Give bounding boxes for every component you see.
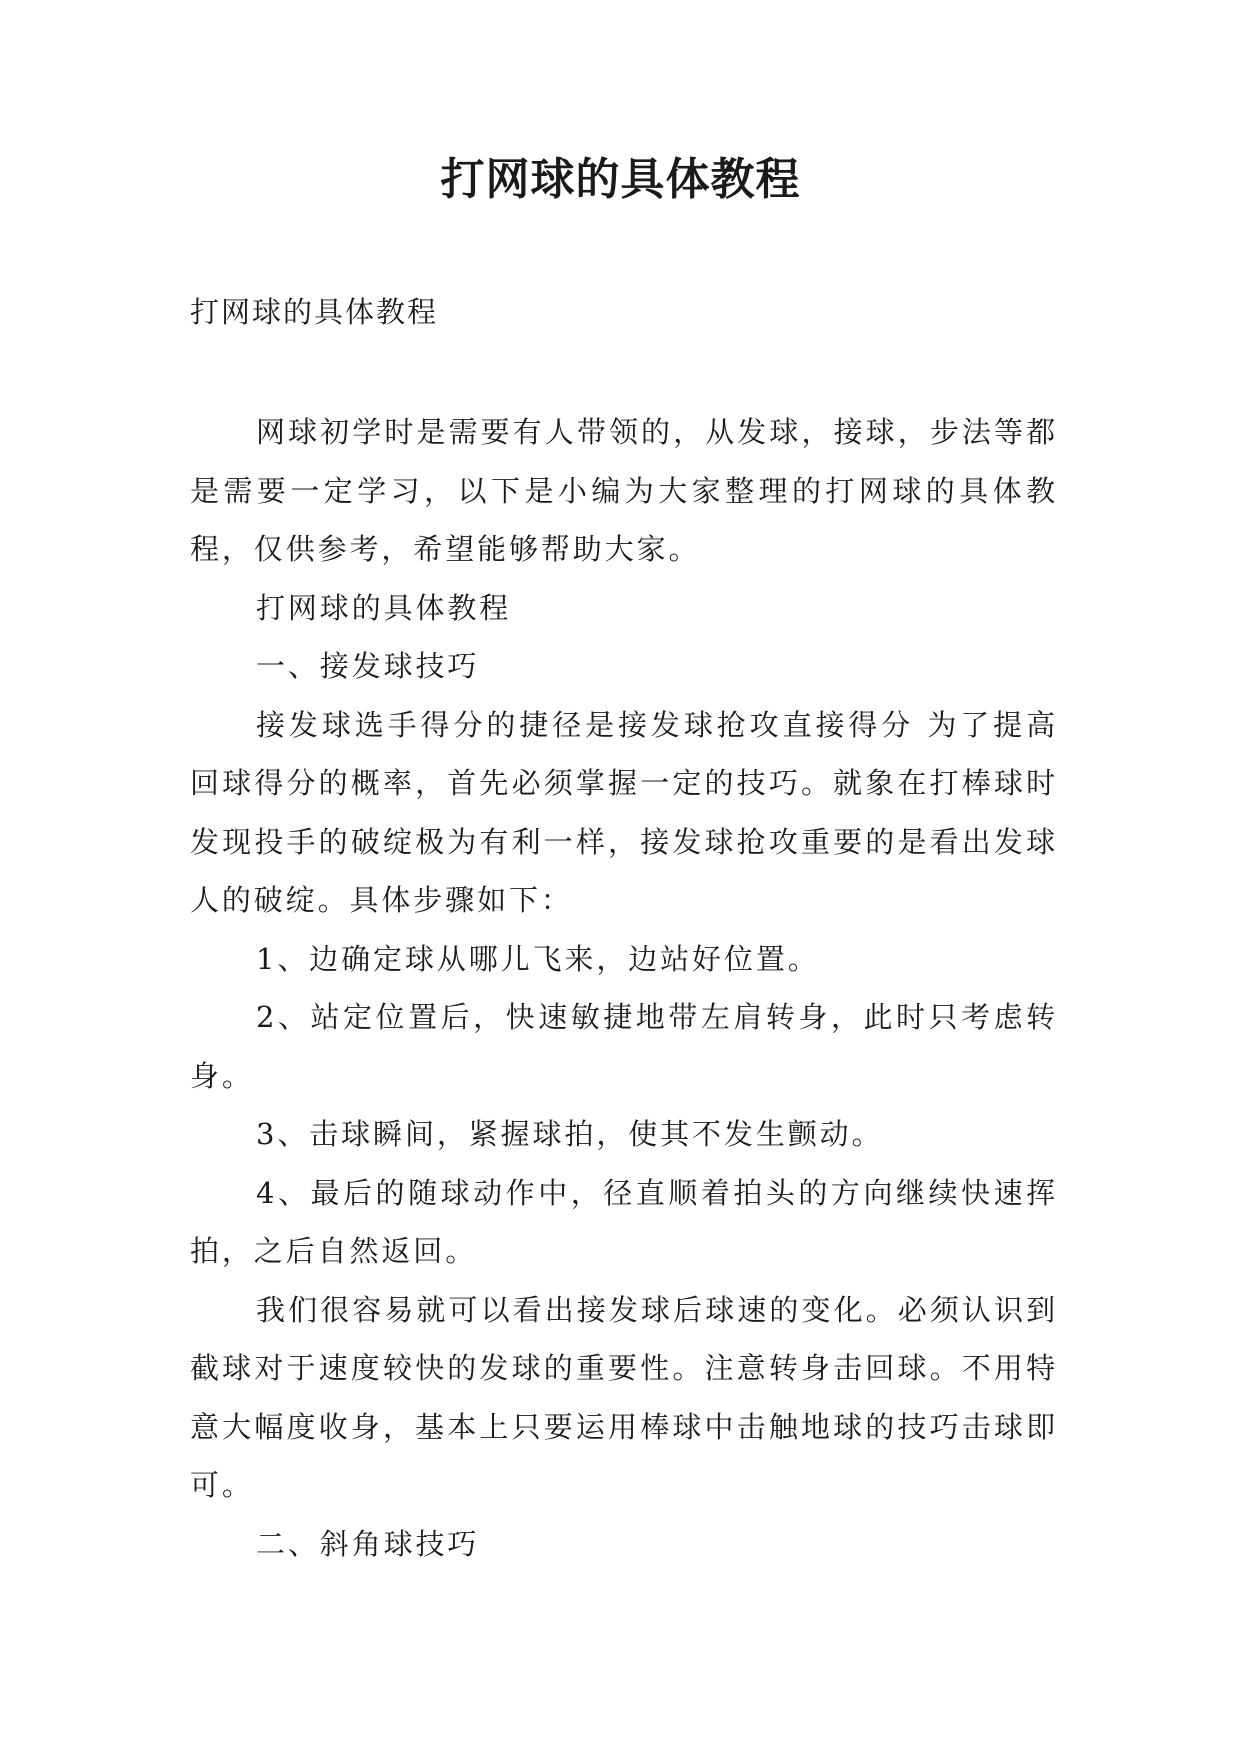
paragraph-intro: 网球初学时是需要有人带领的，从发球，接球，步法等都是需要一定学习，以下是小编为大家整理的打网球的具体教程，仅供参考，希望能够帮助大家。: [190, 415, 1058, 566]
step-item-1: 1、边确定球从哪儿飞来，边站好位置。: [256, 941, 820, 976]
paragraph: 接发球选手得分的捷径是接发球抢攻直接得分 为了提高回球得分的概率，首先必须掌握一定的技巧。就象在打棒球时发现投手的破绽极为有利一样，接发球抢攻重要的是看出发球人的破绽。具体步骤如下：: [190, 707, 1058, 917]
section-heading-1: 一、接发球技巧: [256, 649, 480, 683]
step-item-2: 2、站定位置后，快速敏捷地带左肩转身，此时只考虑转身。: [190, 1000, 1058, 1093]
step-item-3: 3、击球瞬间，紧握球拍，使其不发生颤动。: [256, 1117, 884, 1151]
document-title: 打网球的具体教程: [440, 154, 801, 205]
step-item-4: 4、最后的随球动作中，径直顺着拍头的方向继续快速挥拍，之后自然返回。: [190, 1175, 1058, 1268]
paragraph-heading: 打网球的具体教程: [256, 590, 512, 625]
document-body: [190, 403, 1058, 1573]
paragraph: 我们很容易就可以看出接发球后球速的变化。必须认识到截球对于速度较快的发球的重要性。注意转身击回球。不用特意大幅度收身，基本上只要运用棒球中击触地球的技巧击球即可。: [190, 1292, 1058, 1502]
section-heading-2: 二、斜角球技巧: [256, 1526, 480, 1561]
document-subtitle: 打网球的具体教程: [190, 295, 439, 329]
